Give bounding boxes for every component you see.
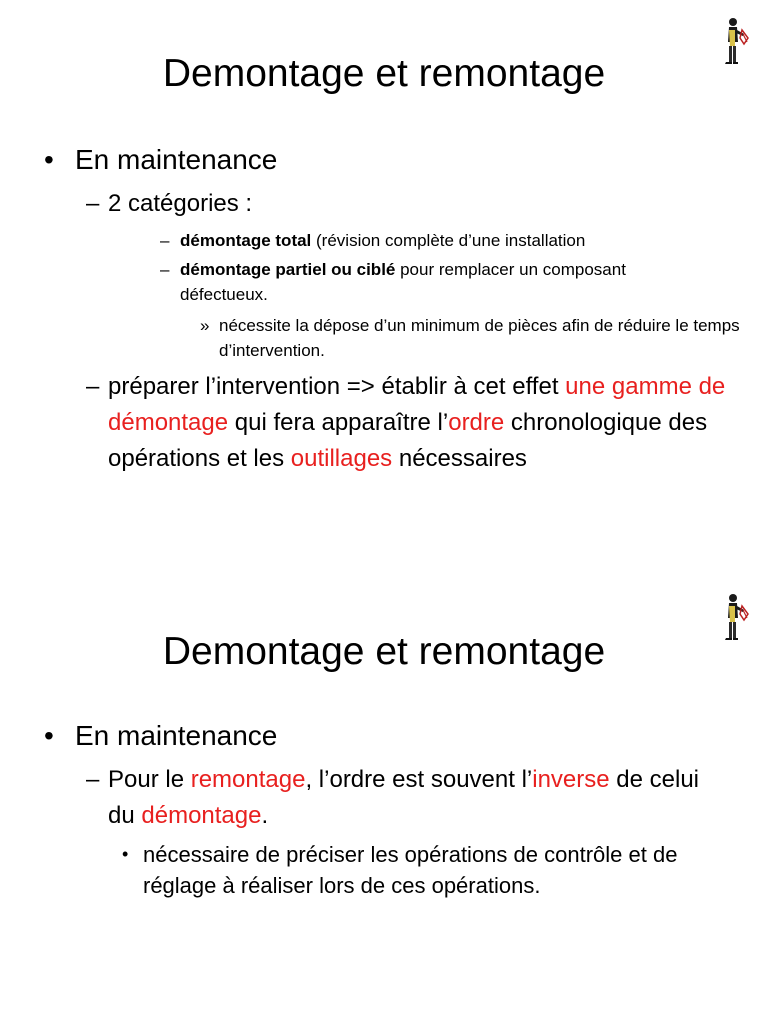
sub-item-total-rest: (révision complète d’une installation	[311, 231, 586, 250]
sub-sub-item-text: nécessite la dépose d’un minimum de pièces afin de réduire le temps d’intervention.	[219, 316, 740, 360]
sub-item-partial-rest: pour remplacer un composant défectueux.	[180, 260, 626, 304]
bullet-level1	[44, 143, 744, 177]
bullet-dot-icon: •	[44, 144, 54, 175]
highlight-ordre: ordre	[448, 409, 505, 436]
sub-sub-item	[200, 313, 745, 363]
bullet-level1-text: En maintenance	[75, 144, 278, 175]
sub-bullet-precision-text: nécessaire de préciser les opérations de contrôle et de réglage à réaliser lors de ces opérations.	[143, 842, 678, 898]
bullet-dot-icon: •	[122, 844, 129, 864]
highlight-remontage: remontage	[190, 766, 306, 793]
double-chevron-icon: »	[200, 316, 210, 335]
bullet-level1-text: En maintenance	[75, 720, 278, 751]
sub-item-total-bold: démontage total	[180, 231, 312, 250]
sub-item-partial	[160, 257, 700, 307]
bullet-remontage: – Pour le remontage, l’ordre est souvent l’inverse de celui du démontage.	[86, 762, 726, 834]
dash-marker-icon: –	[86, 373, 100, 400]
sub-item-partial-bold: démontage partiel ou ciblé	[180, 260, 396, 279]
slide-title: Demontage et remontage	[162, 52, 606, 95]
sub-bullet-precision	[122, 839, 732, 901]
bullet-prepare: – préparer l’intervention => établir à cet effet une gamme de démontage qui fera apparaître l’ordre chronologique des opérations et les outillages nécessaires	[86, 369, 726, 477]
slide-title: Demontage et remontage	[162, 630, 606, 673]
highlight-demontage: démontage	[141, 802, 262, 829]
bullet-categories-text: 2 catégories :	[108, 190, 253, 217]
dash-marker-icon: –	[86, 190, 100, 217]
sub-item-total	[160, 228, 740, 253]
highlight-gamme: une gamme de démontage	[108, 373, 726, 436]
highlight-inverse: inverse	[532, 766, 610, 793]
bullet-dot-icon: •	[44, 720, 54, 751]
dash-marker-icon: –	[160, 231, 170, 250]
dash-marker-icon: –	[160, 260, 170, 279]
bullet-level1	[44, 719, 744, 753]
dash-marker-icon: –	[86, 766, 100, 793]
slide-2	[0, 576, 768, 1024]
highlight-outillages: outillages	[290, 445, 393, 472]
bullet-categories	[86, 186, 736, 222]
